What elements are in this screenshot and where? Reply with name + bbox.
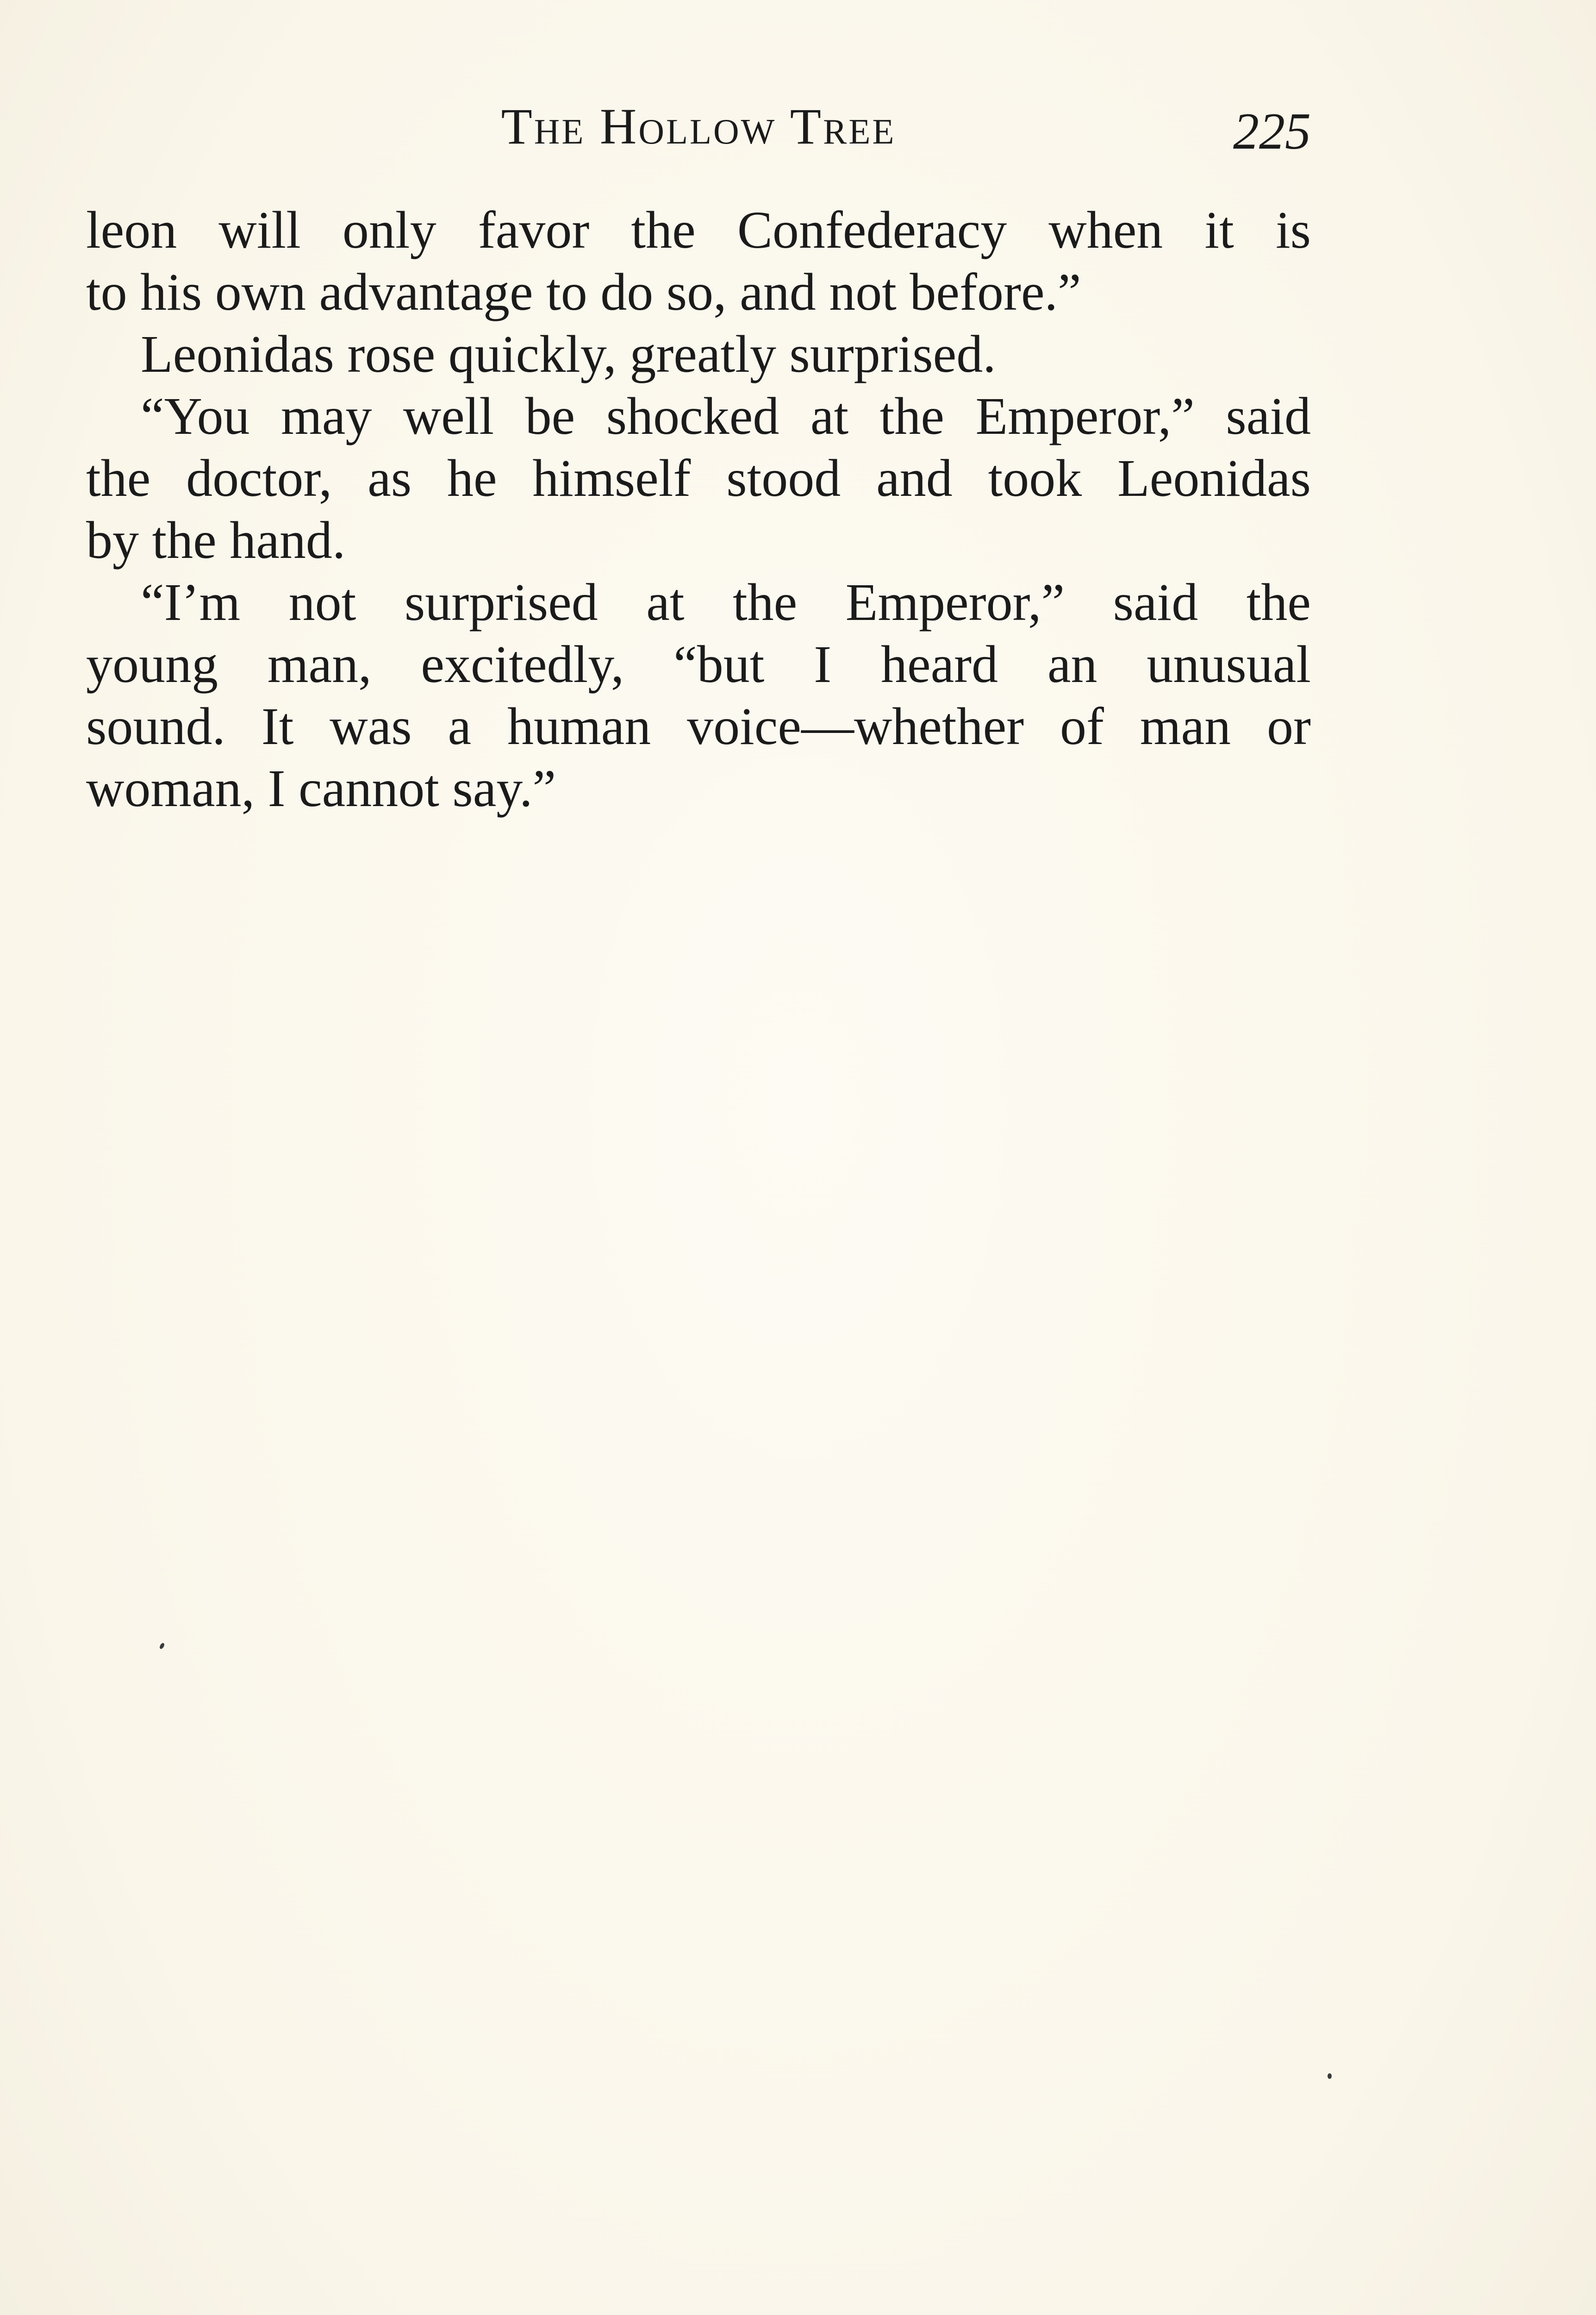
- text-line: young man, excitedly, “but I heard an unusual: [86, 635, 1311, 694]
- text-line: leon will only favor the Confederacy when it is: [86, 200, 1311, 259]
- text-line: sound. It was a human voice—whether of man or: [86, 697, 1311, 756]
- paper-speck: [159, 1642, 165, 1650]
- text-line: Leonidas rose quickly, greatly surprised.: [141, 325, 996, 383]
- body-text: [86, 199, 1311, 820]
- text-line: by the hand.: [86, 511, 346, 569]
- text-line: “I’m not surprised at the Emperor,” said the: [141, 573, 1311, 632]
- running-head: [86, 97, 1311, 162]
- paper-speck: [1328, 2073, 1332, 2079]
- page-number: 225: [1233, 103, 1311, 160]
- running-title: The Hollow Tree: [501, 98, 896, 155]
- text-line: to his own advantage to do so, and not before.”: [86, 263, 1081, 321]
- text-line: woman, I cannot say.”: [86, 759, 556, 818]
- text-line: “You may well be shocked at the Emperor,” said: [141, 387, 1311, 445]
- text-line: the doctor, as he himself stood and took Leonidas: [86, 449, 1311, 507]
